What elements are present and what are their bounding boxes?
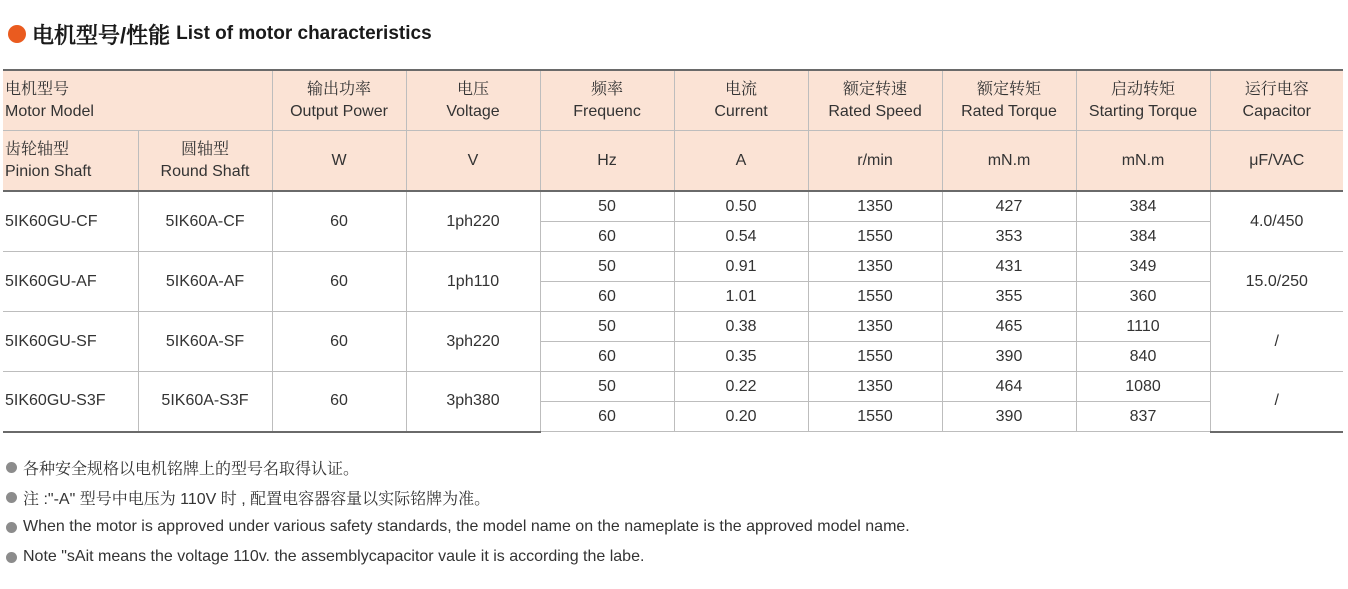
unit-speed: r/min <box>808 131 942 192</box>
header-rated-torque: 额定转矩 Rated Torque <box>942 70 1076 131</box>
header-row-units <box>3 131 1343 192</box>
title-english: List of motor characteristics <box>176 23 432 44</box>
current: 0.50 <box>674 191 808 222</box>
bullet-dot-icon <box>6 492 17 503</box>
title-chinese: 电机型号/性能 <box>32 22 171 48</box>
pinion-model: 5IK60GU-S3F <box>3 372 138 432</box>
header-pinion-shaft: 齿轮轴型 Pinion Shaft <box>3 131 138 192</box>
note-text: When the motor is approved under various safety standards, the model name on the nameplate is the approved model name. <box>23 518 910 535</box>
note-item <box>6 542 910 572</box>
notes-list <box>6 452 910 572</box>
pinion-model: 5IK60GU-SF <box>3 312 138 372</box>
header-motor-model: 电机型号 Motor Model <box>3 70 272 131</box>
unit-starting-torque: mN.m <box>1076 131 1210 192</box>
round-model: 5IK60A-CF <box>138 191 272 252</box>
capacitor: / <box>1210 372 1343 432</box>
capacitor: 4.0/450 <box>1210 191 1343 252</box>
voltage: 3ph380 <box>406 372 540 432</box>
table-row <box>3 191 1343 222</box>
rated-torque: 353 <box>942 222 1076 252</box>
rated-torque: 431 <box>942 252 1076 282</box>
table-row <box>3 312 1343 342</box>
unit-current: A <box>674 131 808 192</box>
rated-torque: 464 <box>942 372 1076 402</box>
pinion-model: 5IK60GU-CF <box>3 191 138 252</box>
note-item <box>6 482 910 512</box>
note-item <box>6 452 910 482</box>
frequency: 50 <box>540 252 674 282</box>
frequency: 50 <box>540 372 674 402</box>
pinion-model: 5IK60GU-AF <box>3 252 138 312</box>
starting-torque: 837 <box>1076 402 1210 432</box>
unit-torque: mN.m <box>942 131 1076 192</box>
header-current: 电流 Current <box>674 70 808 131</box>
header-voltage: 电压 Voltage <box>406 70 540 131</box>
frequency: 50 <box>540 191 674 222</box>
output-power: 60 <box>272 312 406 372</box>
note-text: 注 :"-A" 型号中电压为 110V 时 , 配置电容器容量以实际铭牌为准。 <box>23 490 491 508</box>
rated-speed: 1550 <box>808 342 942 372</box>
bullet-dot-icon <box>6 462 17 473</box>
rated-speed: 1350 <box>808 312 942 342</box>
unit-voltage: V <box>406 131 540 192</box>
output-power: 60 <box>272 191 406 252</box>
output-power: 60 <box>272 372 406 432</box>
starting-torque: 360 <box>1076 282 1210 312</box>
starting-torque: 1080 <box>1076 372 1210 402</box>
rated-speed: 1350 <box>808 252 942 282</box>
starting-torque: 384 <box>1076 222 1210 252</box>
current: 0.20 <box>674 402 808 432</box>
rated-torque: 390 <box>942 342 1076 372</box>
starting-torque: 840 <box>1076 342 1210 372</box>
header-row-top <box>3 70 1343 131</box>
header-round-shaft: 圆轴型 Round Shaft <box>138 131 272 192</box>
round-model: 5IK60A-S3F <box>138 372 272 432</box>
frequency: 60 <box>540 222 674 252</box>
voltage: 1ph220 <box>406 191 540 252</box>
current: 0.54 <box>674 222 808 252</box>
header-rated-speed: 额定转速 Rated Speed <box>808 70 942 131</box>
frequency: 60 <box>540 342 674 372</box>
section-title <box>8 18 432 50</box>
unit-frequency: Hz <box>540 131 674 192</box>
voltage: 1ph110 <box>406 252 540 312</box>
output-power: 60 <box>272 252 406 312</box>
rated-speed: 1350 <box>808 191 942 222</box>
motor-characteristics-table <box>3 69 1343 433</box>
rated-speed: 1350 <box>808 372 942 402</box>
header-output-power: 输出功率 Output Power <box>272 70 406 131</box>
starting-torque: 384 <box>1076 191 1210 222</box>
rated-speed: 1550 <box>808 222 942 252</box>
current: 0.22 <box>674 372 808 402</box>
rated-torque: 390 <box>942 402 1076 432</box>
voltage: 3ph220 <box>406 312 540 372</box>
unit-power: W <box>272 131 406 192</box>
rated-torque: 355 <box>942 282 1076 312</box>
note-text: 各种安全规格以电机铭牌上的型号名取得认证。 <box>23 460 360 478</box>
unit-capacitor: μF/VAC <box>1210 131 1343 192</box>
current: 1.01 <box>674 282 808 312</box>
bullet-dot-icon <box>8 25 26 43</box>
table-row <box>3 252 1343 282</box>
rated-speed: 1550 <box>808 402 942 432</box>
starting-torque: 349 <box>1076 252 1210 282</box>
round-model: 5IK60A-AF <box>138 252 272 312</box>
starting-torque: 1110 <box>1076 312 1210 342</box>
header-starting-torque: 启动转矩 Starting Torque <box>1076 70 1210 131</box>
capacitor: / <box>1210 312 1343 372</box>
frequency: 60 <box>540 402 674 432</box>
round-model: 5IK60A-SF <box>138 312 272 372</box>
header-capacitor: 运行电容 Capacitor <box>1210 70 1343 131</box>
current: 0.91 <box>674 252 808 282</box>
rated-torque: 427 <box>942 191 1076 222</box>
note-text: Note "sAit means the voltage 110v. the assemblycapacitor vaule it is according the labe. <box>23 548 645 565</box>
capacitor: 15.0/250 <box>1210 252 1343 312</box>
rated-speed: 1550 <box>808 282 942 312</box>
frequency: 60 <box>540 282 674 312</box>
current: 0.35 <box>674 342 808 372</box>
header-frequency: 频率 Frequenc <box>540 70 674 131</box>
frequency: 50 <box>540 312 674 342</box>
bullet-dot-icon <box>6 522 17 533</box>
rated-torque: 465 <box>942 312 1076 342</box>
current: 0.38 <box>674 312 808 342</box>
table-row <box>3 372 1343 402</box>
bullet-dot-icon <box>6 552 17 563</box>
note-item <box>6 512 910 542</box>
